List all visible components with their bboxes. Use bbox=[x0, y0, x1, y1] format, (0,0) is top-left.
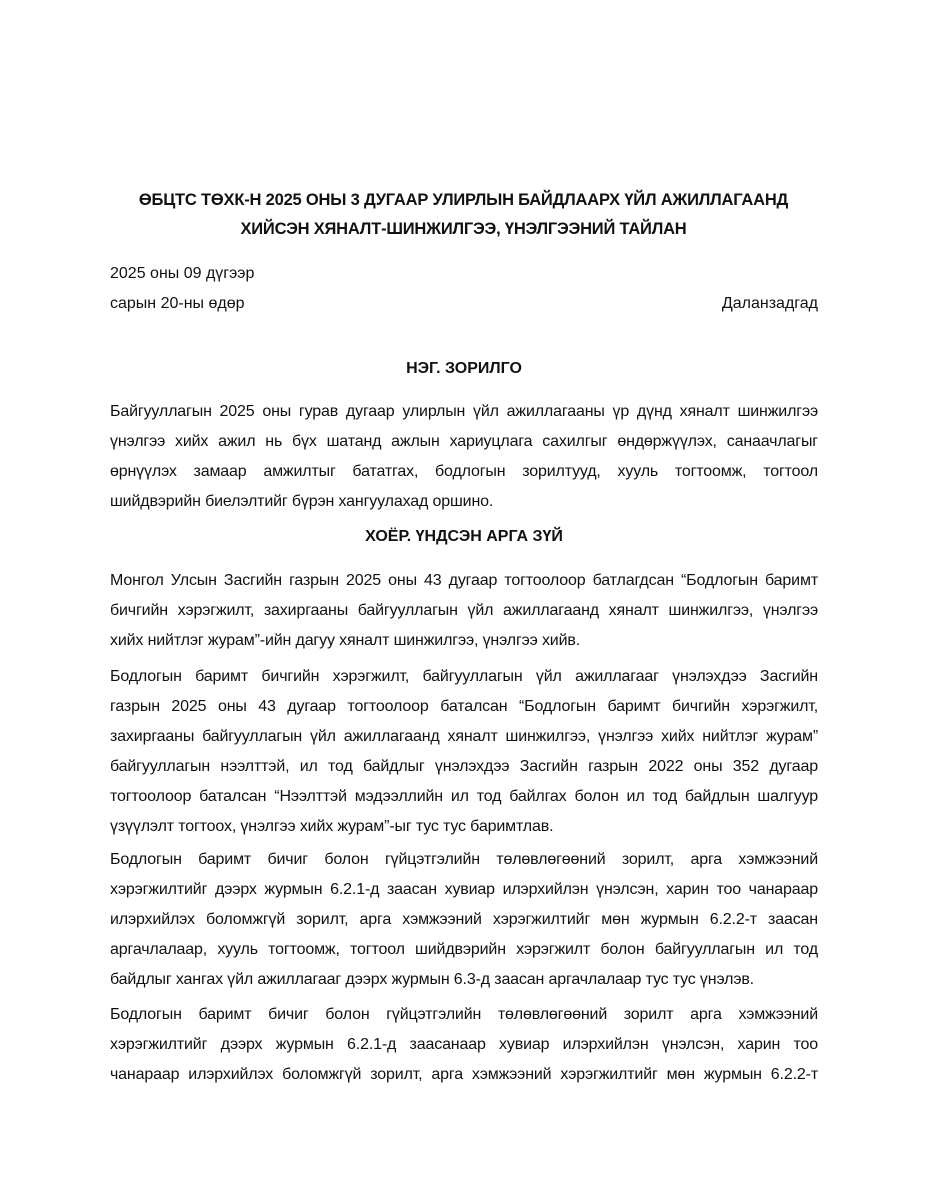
paragraph-line: аргачлалаар, хууль тогтоомж, тогтоол шийдвэрийн хэрэгжилт болон байгууллагын ил тод bbox=[110, 941, 818, 958]
paragraph-line: өрнүүлэх замаар амжилтыг бататгах, бодлогын зорилтууд, хууль тогтоомж, тогтоол bbox=[110, 463, 818, 480]
document-title bbox=[100, 186, 827, 244]
paragraph-line: шийдвэрийн биелэлтийг бүрэн хангуулахад оршино. bbox=[110, 493, 494, 510]
paragraph-line: Байгууллагын 2025 оны гурав дугаар улирлын үйл ажиллагааны үр дүнд хяналт шинжилгээ bbox=[110, 403, 818, 420]
paragraph-line: Бодлогын баримт бичгийн хэрэгжилт, байгууллагын үйл ажиллагааг үнэлэхдээ Засгийн bbox=[110, 668, 818, 685]
date-location-block bbox=[110, 259, 818, 319]
section-heading-purpose: НЭГ. ЗОРИЛГО bbox=[406, 360, 522, 377]
paragraph-line: чанараар илэрхийлэх боломжгүй зорилт, арга хэмжээний хэрэгжилтийг мөн журмын 6.2.2-т bbox=[110, 1066, 818, 1083]
paragraph-line: илэрхийлэх боломжгүй зорилт, арга хэмжээний хэрэгжилтийг мөн журмын 6.2.2-т заасан bbox=[110, 911, 818, 928]
paragraph-line: хийх нийтлэг журам”-ийн дагуу хяналт шинжилгээ, үнэлгээ хийв. bbox=[110, 632, 581, 649]
paragraph-line: тогтоолоор баталсан “Нээлттэй мэдээллийн ил тод байлгах болон ил тод байдлын шалгуур bbox=[110, 788, 818, 805]
title-line: ӨБЦТС ТӨХК-Н 2025 ОНЫ 3 ДУГААР УЛИРЛЫН БАЙДЛААРХ ҮЙЛ АЖИЛЛАГААНД bbox=[138, 191, 789, 209]
paragraph-methodology-2 bbox=[110, 662, 818, 842]
date-line-2: сарын 20-ны өдөр bbox=[110, 295, 245, 312]
paragraph-methodology-1 bbox=[110, 566, 818, 656]
paragraph-line: газрын 2025 оны 43 дугаар тогтоолоор баталсан “Бодлогын баримт бичгийн хэрэгжилт, bbox=[110, 698, 818, 715]
paragraph-methodology-4 bbox=[110, 1000, 818, 1090]
section-heading-methodology: ХОЁР. ҮНДСЭН АРГА ЗҮЙ bbox=[365, 528, 563, 545]
paragraph-line: бичгийн хэрэгжилт, захиргааны байгууллагын үйл ажиллагаанд хяналт шинжилгээ, үнэлгээ bbox=[110, 602, 818, 619]
paragraph-purpose bbox=[110, 397, 818, 517]
paragraph-line: хэрэгжилтийг дээрх журмын 6.2.1-д заасанаар хувиар илэрхийлэн үнэлсэн, харин тоо bbox=[110, 1036, 818, 1053]
paragraph-line: Монгол Улсын Засгийн газрын 2025 оны 43 дугаар тогтоолоор батлагдсан “Бодлогын баримт bbox=[110, 572, 818, 589]
paragraph-line: үзүүлэлт тогтоох, үнэлгээ хийх журам”-ыг тус тус баримтлав. bbox=[110, 818, 554, 835]
paragraph-methodology-3 bbox=[110, 845, 818, 995]
paragraph-line: байгууллагын нээлттэй, ил тод байдлыг үнэлэхдээ Засгийн газрын 2022 оны 352 дугаар bbox=[110, 758, 818, 775]
paragraph-line: захиргааны байгууллагын үйл ажиллагаанд хяналт шинжилгээ, үнэлгээ хийх нийтлэг журам” bbox=[110, 728, 818, 745]
date-line-1: 2025 оны 09 дүгээр bbox=[110, 265, 255, 282]
location: Даланзадгад bbox=[721, 295, 818, 312]
paragraph-line: байдлыг хангах үйл ажиллагааг дээрх журмын 6.3-д заасан аргачлалаар тус тус үнэлэв. bbox=[110, 971, 754, 988]
paragraph-line: Бодлогын баримт бичиг болон гүйцэтгэлийн төлөвлөгөөний зорилт, арга хэмжээний bbox=[110, 851, 818, 868]
paragraph-line: үнэлгээ хийх ажил нь бүх шатанд ажлын хариуцлага сахилгыг өндөржүүлэх, санаачлагыг bbox=[110, 433, 818, 450]
paragraph-line: Бодлогын баримт бичиг болон гүйцэтгэлийн төлөвлөгөөний зорилт арга хэмжээний bbox=[110, 1006, 818, 1023]
paragraph-line: хэрэгжилтийг дээрх журмын 6.2.1-д заасан хувиар илэрхийлэн үнэлсэн, харин тоо чанараар bbox=[110, 881, 818, 898]
title-line: ХИЙСЭН ХЯНАЛТ-ШИНЖИЛГЭЭ, ҮНЭЛГЭЭНИЙ ТАЙЛАН bbox=[240, 220, 687, 238]
